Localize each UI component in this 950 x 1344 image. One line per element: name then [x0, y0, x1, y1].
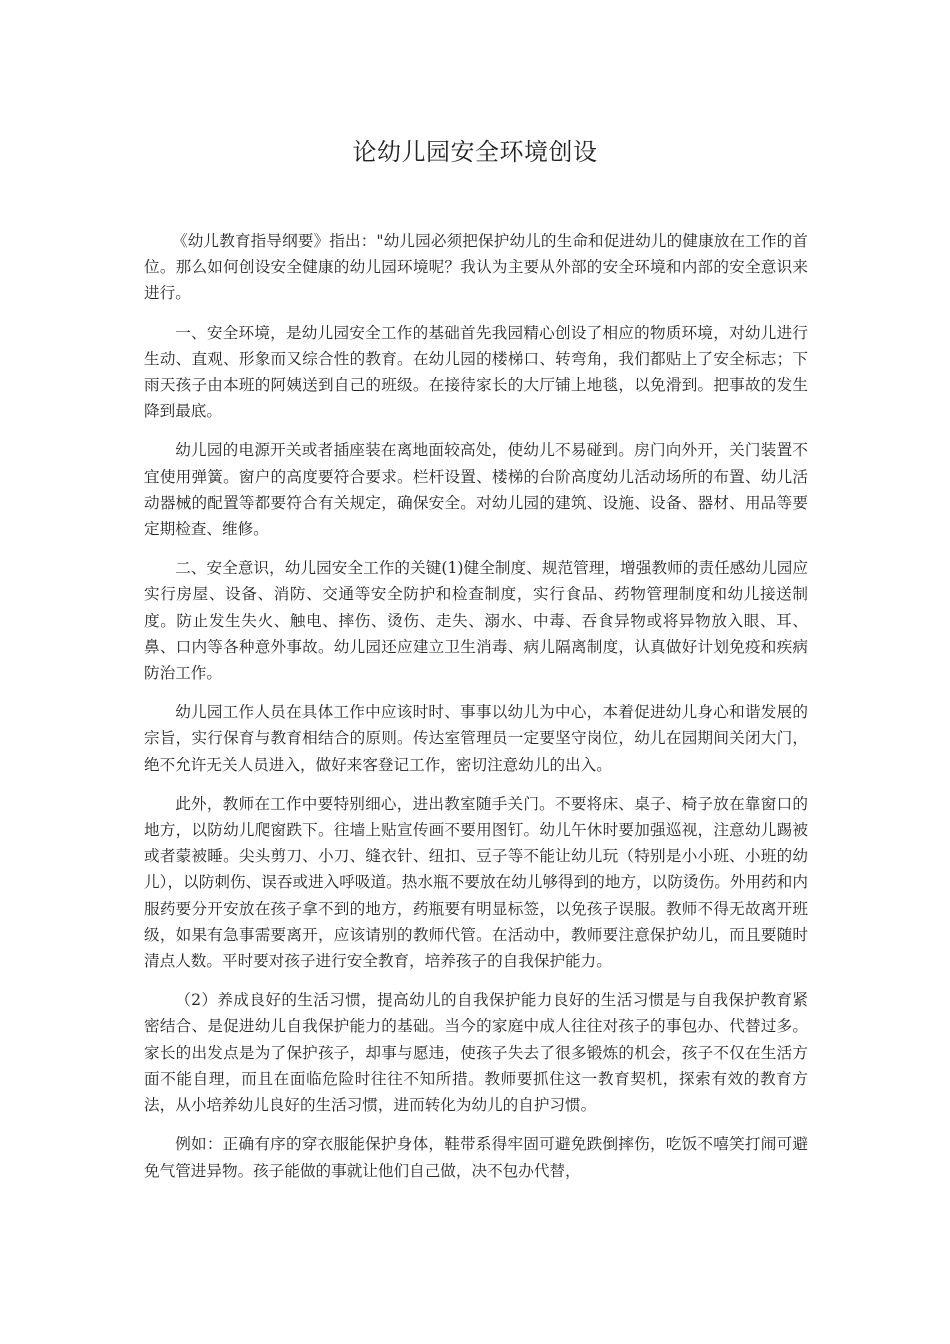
document-title: 论幼儿园安全环境创设: [352, 138, 598, 166]
paragraph-safety-environment: 一、安全环境，是幼儿园安全工作的基础首先我园精心创设了相应的物质环境，对幼儿进行生动、直观、形象而又综合性的教育。在幼儿园的楼梯口、转弯角，我们都贴上了安全标志；下雨天孩子由本班的阿姨送到自己的班级。在接待家长的大厅铺上地毯，以免滑到。把事故的发生降到最底。: [144, 323, 808, 421]
paragraph-staff-duties: 幼儿园工作人员在具体工作中应该时时、事事以幼儿为中心，本着促进幼儿身心和谐发展的宗旨，实行保育与教育相结合的原则。传达室管理员一定要坚守岗位，幼儿在园期间关闭大门，绝不允许无关人员进入，做好来客登记工作，密切注意幼儿的出入。: [144, 703, 808, 774]
paragraph-facilities: 幼儿园的电源开关或者插座装在离地面较高处，使幼儿不易碰到。房门向外开，关门装置不宜使用弹簧。窗户的高度要符合要求。栏杆设置、楼梯的台阶高度幼儿活动场所的布置、幼儿活动器械的配置等都要符合有关规定，确保安全。对幼儿园的建筑、设施、设备、器材、用品等要定期检查、维修。: [144, 441, 808, 539]
paragraph-safety-awareness: 二、安全意识，幼儿园安全工作的关键(1)健全制度、规范管理，增强教师的责任感幼儿园应实行房屋、设备、消防、交通等安全防护和检查制度，实行食品、药物管理制度和幼儿接送制度。防止发生失火、触电、摔伤、烫伤、走失、溺水、中毒、吞食异物或将异物放入眼、耳、鼻、口内等各种意外事故。幼儿园还应建立卫生消毒、病儿隔离制度，认真做好计划免疫和疾病防治工作。: [144, 559, 808, 683]
document-body: [144, 228, 808, 1197]
paragraph-teacher-care: 此外，教师在工作中要特别细心，进出教室随手关门。不要将床、桌子、椅子放在靠窗口的地方，以防幼儿爬窗跌下。往墙上贴宣传画不要用图钉。幼儿午休时要加强巡视，注意幼儿踢被或者蒙被睡。尖头剪刀、小刀、缝衣针、纽扣、豆子等不能让幼儿玩（特别是小小班、小班的幼儿），以防刺伤、误吞或进入呼吸道。热水瓶不要放在幼儿够得到的地方，以防烫伤。外用药和内服药要分开安放在孩子拿不到的地方，药瓶要有明显标签，以免孩子误服。教师不得无故离开班级，如果有急事需要离开，应该请别的教师代管。在活动中，教师要注意保护幼儿，而且要随时清点人数。平时要对孩子进行安全教育，培养孩子的自我保护能力。: [144, 794, 808, 971]
paragraph-example: 例如：正确有序的穿衣服能保护身体，鞋带系得牢固可避免跌倒摔伤，吃饭不嘻笑打闹可避免气管进异物。孩子能做的事就让他们自己做，决不包办代替，: [144, 1135, 808, 1180]
paragraph-intro: 《幼儿教育指导纲要》指出："幼儿园必须把保护幼儿的生命和促进幼儿的健康放在工作的首位。那么如何创设安全健康的幼儿园环境呢？我认为主要从外部的安全环境和内部的安全意识来进行。: [144, 232, 808, 303]
paragraph-living-habits: （2）养成良好的生活习惯，提高幼儿的自我保护能力良好的生活习惯是与自我保护教育紧密结合、是促进幼儿自我保护能力的基础。当今的家庭中成人往往对孩子的事包办、代替过多。家长的出发点是为了保护孩子，却事与愿违，使孩子失去了很多锻炼的机会，孩子不仅在生活方面不能自理，而且在面临危险时往往不知所措。教师要抓住这一教育契机，探索有效的教育方法，从小培养幼儿良好的生活习惯，进而转化为幼儿的自护习惯。: [144, 991, 808, 1115]
